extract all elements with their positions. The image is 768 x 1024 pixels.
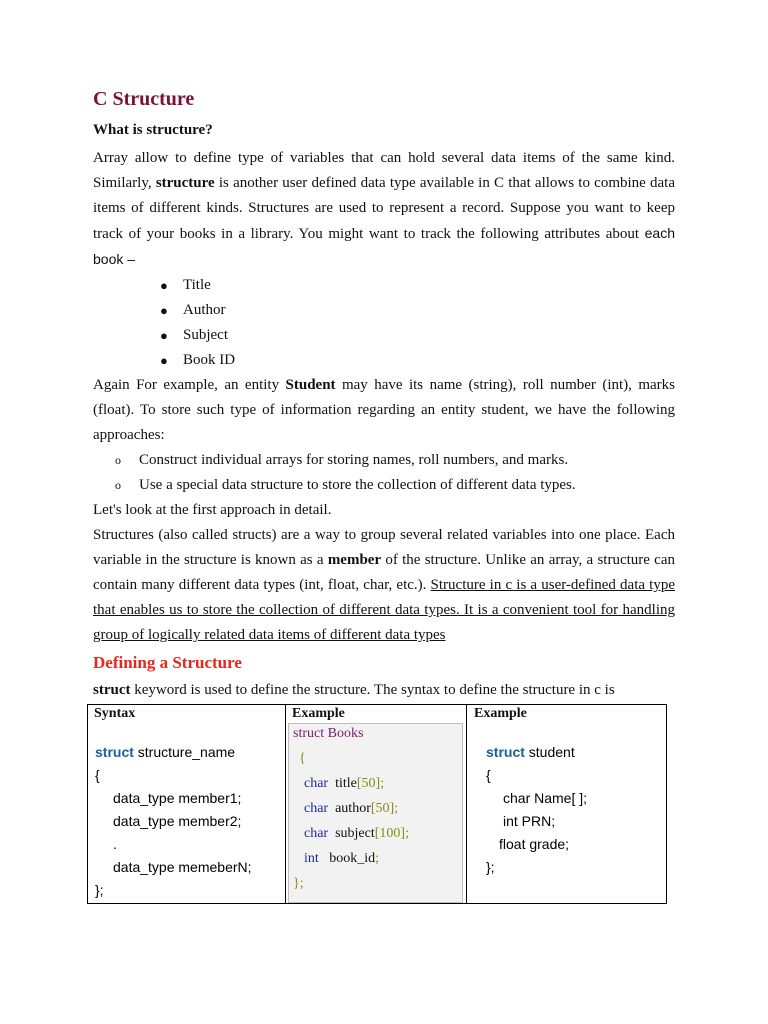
code-box bbox=[288, 723, 463, 903]
keyword: struct bbox=[293, 726, 325, 741]
code-line: }; bbox=[293, 876, 304, 891]
code-line: . bbox=[113, 836, 117, 852]
column-header: Example bbox=[292, 706, 345, 721]
text-run: is another user defined data type available in C that allows to combine data items of different kinds. Structures are used to represent a record. Suppose you want to keep track of your books in a library. You might want to track the following attributes about bbox=[93, 175, 675, 242]
code-line: { bbox=[299, 751, 306, 766]
text-run: may have its name (string), roll number (int), marks (float). To store such type of information regarding an entity student, we have the following approaches: bbox=[93, 377, 675, 443]
array-size: [50] bbox=[356, 776, 381, 791]
code-text: author bbox=[328, 801, 371, 816]
attribute-list bbox=[93, 273, 675, 373]
code-line: { bbox=[486, 767, 491, 783]
code-line: float grade; bbox=[499, 836, 570, 852]
code-text: subject bbox=[328, 826, 375, 841]
bold-term: struct bbox=[93, 682, 131, 698]
code-text: title bbox=[328, 776, 357, 791]
syntax-column bbox=[88, 705, 286, 903]
code-line bbox=[304, 801, 398, 817]
keyword: struct bbox=[486, 744, 525, 760]
code-text: book_id bbox=[318, 851, 376, 866]
type-keyword: char bbox=[304, 801, 329, 816]
list-item bbox=[93, 273, 675, 298]
code-line: { bbox=[95, 767, 100, 783]
bold-term: structure bbox=[155, 175, 215, 191]
bullet-icon: ● bbox=[160, 353, 168, 368]
type-keyword: int bbox=[304, 851, 319, 866]
list-item bbox=[93, 448, 675, 473]
text-run: of the structure. Unlike an array, a structure can contain many different data types (int, float, char, etc.). bbox=[93, 552, 675, 593]
list-item bbox=[93, 348, 675, 373]
paragraph-intro bbox=[93, 146, 675, 273]
code-line bbox=[486, 744, 575, 760]
code-text: ; bbox=[405, 826, 409, 841]
subheading: What is structure? bbox=[93, 122, 213, 138]
code-text: student bbox=[524, 744, 575, 760]
paragraph-structs bbox=[93, 523, 675, 648]
code-line: }; bbox=[486, 859, 495, 875]
code-line: data_type member2; bbox=[113, 813, 242, 829]
code-text: ; bbox=[394, 801, 399, 816]
list-item-label: Book ID bbox=[183, 352, 236, 368]
type-keyword: char bbox=[304, 826, 329, 841]
code-line bbox=[95, 744, 235, 760]
circle-bullet-icon: o bbox=[115, 453, 121, 467]
circle-bullet-icon: o bbox=[115, 478, 121, 492]
code-line bbox=[304, 851, 379, 867]
list-item-label: Construct individual arrays for storing names, roll numbers, and marks. bbox=[139, 452, 569, 468]
underlined-definition: Structure in c is a user-defined data type that enables us to store the collection of different data types. It is a convenient tool for handling group of logically related data items of different data types bbox=[93, 577, 675, 643]
list-item bbox=[93, 298, 675, 323]
code-text: structure_name bbox=[133, 744, 236, 760]
code-line bbox=[304, 826, 409, 842]
approach-list bbox=[93, 448, 675, 498]
document-body bbox=[93, 86, 675, 703]
bullet-icon: ● bbox=[160, 278, 168, 293]
list-item-label: Use a special data structure to store the collection of different data types. bbox=[139, 477, 576, 493]
code-line: char Name[ ]; bbox=[503, 790, 588, 806]
list-item-label: Author bbox=[183, 302, 226, 318]
array-size: [100] bbox=[374, 826, 406, 841]
code-line: int PRN; bbox=[503, 813, 556, 829]
paragraph-approach: Let's look at the first approach in detail. bbox=[93, 502, 332, 518]
column-header: Syntax bbox=[94, 706, 136, 721]
array-size: [50] bbox=[370, 801, 395, 816]
bullet-icon: ● bbox=[160, 328, 168, 343]
bold-term: member bbox=[327, 552, 382, 568]
bullet-icon: ● bbox=[160, 303, 168, 318]
list-item bbox=[93, 473, 675, 498]
page-title: C Structure bbox=[93, 88, 195, 110]
list-item-label: Subject bbox=[183, 327, 228, 343]
code-text: ; bbox=[375, 851, 380, 866]
syntax-table bbox=[87, 704, 667, 904]
text-run: each book – bbox=[93, 225, 675, 267]
text-run: Array allow to define type of variables that can hold several data items of the same kind. Similarly, bbox=[93, 150, 675, 191]
paragraph-keyword bbox=[93, 678, 675, 703]
code-line: data_type memeberN; bbox=[113, 859, 252, 875]
text-run: Again For example, an entity bbox=[93, 377, 286, 393]
bold-term: Student bbox=[285, 377, 336, 393]
code-line bbox=[293, 726, 363, 742]
section-heading: Defining a Structure bbox=[93, 653, 242, 672]
paragraph-student bbox=[93, 373, 675, 448]
example-books-column bbox=[286, 705, 467, 903]
column-header: Example bbox=[474, 706, 527, 721]
example-student-column bbox=[467, 705, 666, 903]
list-item bbox=[93, 323, 675, 348]
type-keyword: char bbox=[304, 776, 329, 791]
list-item-label: Title bbox=[183, 277, 211, 293]
text-run: Structures (also called structs) are a way to group several related variables into one place. Each variable in the structure is known as a bbox=[93, 527, 675, 568]
code-line bbox=[304, 776, 384, 792]
keyword: struct bbox=[95, 744, 134, 760]
code-line: }; bbox=[95, 882, 104, 898]
text-run: keyword is used to define the structure. The syntax to define the structure in c is bbox=[130, 682, 615, 698]
code-line: data_type member1; bbox=[113, 790, 242, 806]
code-text: Books bbox=[324, 726, 364, 741]
code-text: ; bbox=[380, 776, 385, 791]
